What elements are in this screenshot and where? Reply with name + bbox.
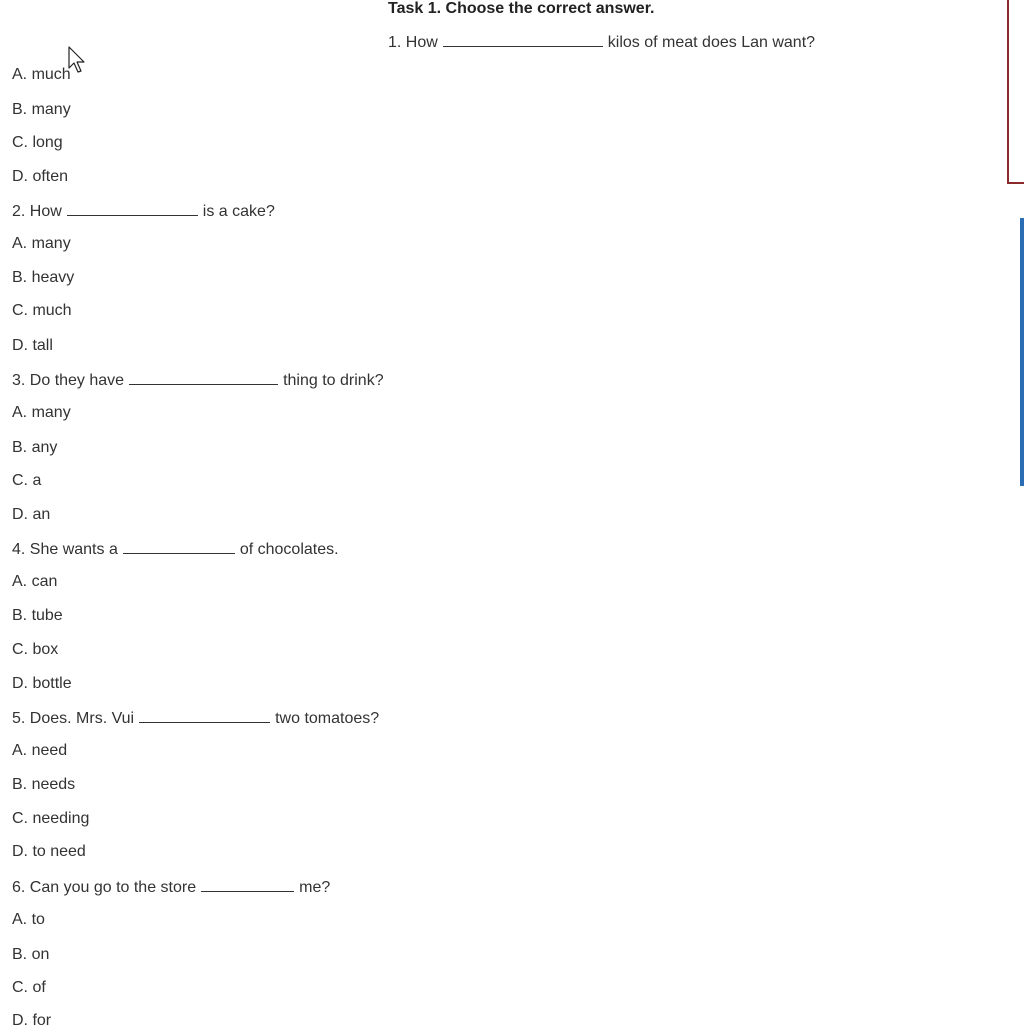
question-4-blank: [123, 539, 235, 554]
q1-option-d: D. often: [12, 168, 69, 185]
question-5-suffix: two tomatoes?: [275, 710, 380, 727]
question-2: [12, 201, 275, 222]
q4-option-b: B. tube: [12, 607, 63, 624]
q6-option-a: A. to: [12, 911, 45, 928]
q2-option-c: C. much: [12, 302, 72, 319]
question-5: [12, 708, 379, 729]
question-3-suffix: thing to drink?: [283, 372, 384, 389]
scroll-indicator-bar: [1020, 218, 1024, 486]
q5-option-b: B. needs: [12, 776, 76, 793]
q3-option-c: C. a: [12, 472, 42, 489]
question-3-blank: [129, 370, 278, 385]
q5-option-a: A. need: [12, 742, 68, 759]
question-1: [388, 32, 815, 53]
question-4-suffix: of chocolates.: [239, 541, 339, 558]
question-2-prefix: 2. How: [12, 203, 62, 220]
question-2-blank: [67, 201, 198, 216]
side-panel-frame: [1007, 0, 1024, 184]
q2-option-b: B. heavy: [12, 269, 75, 286]
question-6: [12, 877, 330, 898]
q5-option-d: D. to need: [12, 843, 86, 860]
q4-option-c: C. box: [12, 641, 59, 658]
q6-option-b: B. on: [12, 946, 50, 963]
q6-option-c: C. of: [12, 979, 46, 996]
q5-option-c: C. needing: [12, 810, 90, 827]
q4-option-d: D. bottle: [12, 675, 72, 692]
question-1-blank: [443, 32, 603, 47]
q4-option-a: A. can: [12, 573, 58, 590]
question-3: [12, 370, 384, 391]
task-title: Task 1. Choose the correct answer.: [388, 0, 655, 17]
q2-option-a: A. many: [12, 235, 71, 252]
question-1-prefix: 1. How: [388, 34, 438, 51]
mouse-pointer-icon: [68, 46, 88, 76]
q1-option-b: B. many: [12, 101, 71, 118]
q3-option-a: A. many: [12, 404, 71, 421]
q6-option-d: D. for: [12, 1012, 52, 1029]
question-5-blank: [139, 708, 270, 723]
question-4: [12, 539, 339, 560]
q1-option-c: C. long: [12, 134, 63, 151]
question-6-suffix: me?: [299, 879, 331, 896]
q3-option-d: D. an: [12, 506, 51, 523]
question-1-suffix: kilos of meat does Lan want?: [607, 34, 816, 51]
q3-option-b: B. any: [12, 439, 58, 456]
question-6-blank: [201, 877, 294, 892]
question-6-prefix: 6. Can you go to the store: [12, 879, 197, 896]
q1-option-a: A. much: [12, 66, 71, 83]
question-3-prefix: 3. Do they have: [12, 372, 125, 389]
question-5-prefix: 5. Does. Mrs. Vui: [12, 710, 135, 727]
question-4-prefix: 4. She wants a: [12, 541, 118, 558]
q2-option-d: D. tall: [12, 337, 53, 354]
question-2-suffix: is a cake?: [202, 203, 275, 220]
